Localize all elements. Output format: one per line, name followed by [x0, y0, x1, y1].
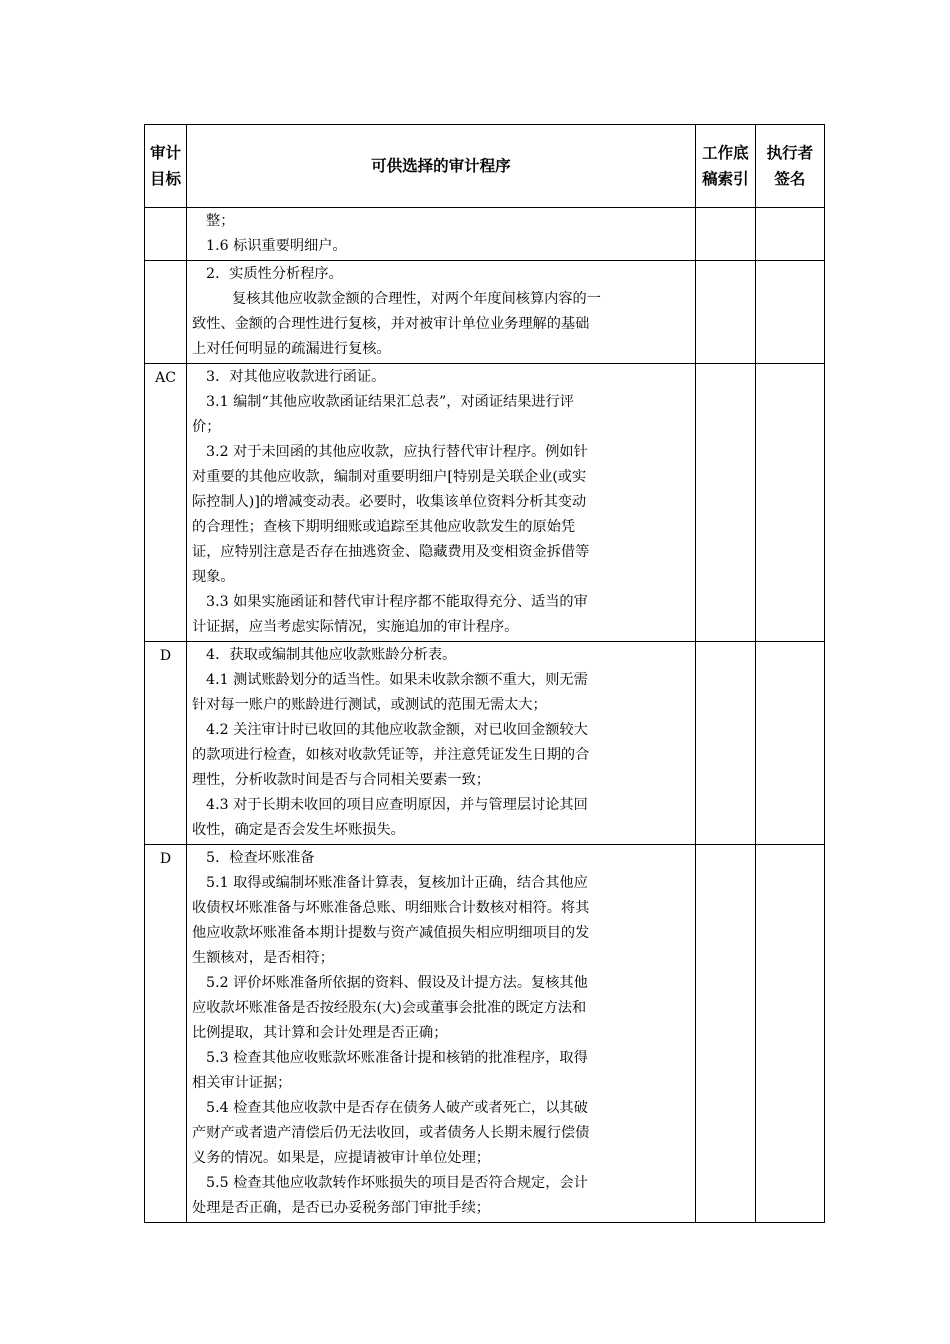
procedure-cell — [187, 845, 696, 1223]
header-audit-goal — [145, 125, 187, 208]
procedure-line: 理性，分析收款时间是否与合同相关要素一致； — [192, 772, 490, 788]
header-goal-line-2: 目标 — [150, 170, 182, 188]
procedure-line: 际控制人)]的增减变动表。必要时，收集该单位资料分析其变动 — [192, 494, 587, 510]
header-reference — [695, 125, 755, 208]
procedure-line: 证，应特别注意是否存在抽逃资金、隐藏费用及变相资金拆借等 — [192, 544, 590, 560]
procedure-line: 他应收款坏账准备本期计提数与资产减值损失相应明细项目的发 — [192, 925, 590, 941]
procedure-line: 4.3 对于长期未收回的项目应查明原因，并与管理层讨论其回 — [206, 797, 588, 813]
procedure-line: 整； — [206, 213, 235, 229]
table-row — [145, 642, 825, 845]
procedure-line: 收债权坏账准备与坏账准备总账、明细账合计数核对相符。将其 — [192, 900, 590, 916]
audit-goal-cell — [145, 208, 187, 261]
procedure-line: 3.3 如果实施函证和替代审计程序都不能取得充分、适当的审 — [206, 594, 588, 610]
procedure-line: 计证据，应当考虑实际情况，实施追加的审计程序。 — [192, 619, 519, 635]
procedure-line: 致性、金额的合理性进行复核，并对被审计单位业务理解的基础 — [192, 316, 590, 332]
reference-cell[interactable] — [695, 642, 755, 845]
procedure-cell — [187, 642, 696, 845]
reference-cell[interactable] — [695, 845, 755, 1223]
table-row — [145, 208, 825, 261]
procedure-line: 上对任何明显的疏漏进行复核。 — [192, 341, 391, 357]
audit-goal-cell: D — [145, 642, 187, 845]
table-row — [145, 364, 825, 642]
procedure-line: 5.2 评价坏账准备所依据的资料、假设及计提方法。复核其他 — [206, 975, 588, 991]
header-signature — [755, 125, 824, 208]
procedure-line: 现象。 — [192, 569, 235, 585]
procedure-line: 4.1 测试账龄划分的适当性。如果未收款余额不重大，则无需 — [206, 672, 588, 688]
procedure-line: 3.1 编制“其他应收款函证结果汇总表”，对函证结果进行评 — [206, 394, 574, 410]
procedure-line: 5.3 检查其他应收账款坏账准备计提和核销的批准程序，取得 — [206, 1050, 588, 1066]
procedure-line: 针对每一账户的账龄进行测试，或测试的范围无需太大； — [192, 697, 547, 713]
header-goal-line-1: 审计 — [150, 144, 182, 162]
procedure-line: 3.2 对于未回函的其他应收款，应执行替代审计程序。例如针 — [206, 444, 588, 460]
procedure-line: 5.4 检查其他应收款中是否存在债务人破产或者死亡，以其破 — [206, 1100, 588, 1116]
signature-cell[interactable] — [755, 845, 824, 1223]
procedure-line: 处理是否正确，是否已办妥税务部门审批手续； — [192, 1200, 490, 1216]
audit-goal-cell — [145, 261, 187, 364]
procedure-cell — [187, 364, 696, 642]
header-sign-line-2: 签名 — [774, 170, 806, 188]
procedure-line: 复核其他应收款金额的合理性，对两个年度间核算内容的一 — [232, 291, 601, 307]
procedure-line: 产财产或者遗产清偿后仍无法收回，或者债务人长期未履行偿债 — [192, 1125, 590, 1141]
procedure-line: 4．获取或编制其他应收款账龄分析表。 — [206, 647, 457, 663]
audit-goal-cell: AC — [145, 364, 187, 642]
table-row — [145, 261, 825, 364]
table-header-row — [145, 125, 825, 208]
header-sign-line-1: 执行者 — [766, 144, 814, 162]
procedure-line: 5.5 检查其他应收款转作坏账损失的项目是否符合规定，会计 — [206, 1175, 588, 1191]
header-procedure-label: 可供选择的审计程序 — [371, 157, 511, 175]
signature-cell[interactable] — [755, 261, 824, 364]
procedure-line: 4.2 关注审计时已收回的其他应收款金额，对已收回金额较大 — [206, 722, 588, 738]
procedure-line: 2．实质性分析程序。 — [206, 266, 343, 282]
procedure-line: 对重要的其他应收款，编制对重要明细户[特别是关联企业(或实 — [192, 469, 587, 485]
table-row — [145, 845, 825, 1223]
procedure-line: 5．检查坏账准备 — [206, 850, 315, 866]
header-ref-line-2: 稿索引 — [702, 170, 749, 188]
procedure-line: 比例提取，其计算和会计处理是否正确； — [192, 1025, 448, 1041]
procedure-cell — [187, 261, 696, 364]
procedure-line: 相关审计证据； — [192, 1075, 292, 1091]
header-procedure — [187, 125, 696, 208]
procedure-line: 1.6 标识重要明细户。 — [206, 238, 347, 254]
procedure-line: 应收款坏账准备是否按经股东(大)会或董事会批准的既定方法和 — [192, 1000, 587, 1016]
procedure-cell — [187, 208, 696, 261]
procedure-line: 生额核对，是否相符； — [192, 950, 334, 966]
procedure-line: 的款项进行检查，如核对收款凭证等，并注意凭证发生日期的合 — [192, 747, 590, 763]
procedure-line: 收性，确定是否会发生坏账损失。 — [192, 822, 405, 838]
header-ref-line-1: 工作底 — [702, 144, 749, 162]
audit-goal-cell: D — [145, 845, 187, 1223]
procedure-line: 3．对其他应收款进行函证。 — [206, 369, 386, 385]
procedure-line: 价； — [192, 419, 221, 435]
audit-procedure-table — [144, 124, 825, 1223]
procedure-line: 5.1 取得或编制坏账准备计算表，复核加计正确，结合其他应 — [206, 875, 588, 891]
procedure-line: 义务的情况。如果是，应提请被审计单位处理； — [192, 1150, 490, 1166]
signature-cell[interactable] — [755, 208, 824, 261]
signature-cell[interactable] — [755, 642, 824, 845]
signature-cell[interactable] — [755, 364, 824, 642]
reference-cell[interactable] — [695, 364, 755, 642]
reference-cell[interactable] — [695, 208, 755, 261]
reference-cell[interactable] — [695, 261, 755, 364]
procedure-line: 的合理性；查核下期明细账或追踪至其他应收款发生的原始凭 — [192, 519, 576, 535]
